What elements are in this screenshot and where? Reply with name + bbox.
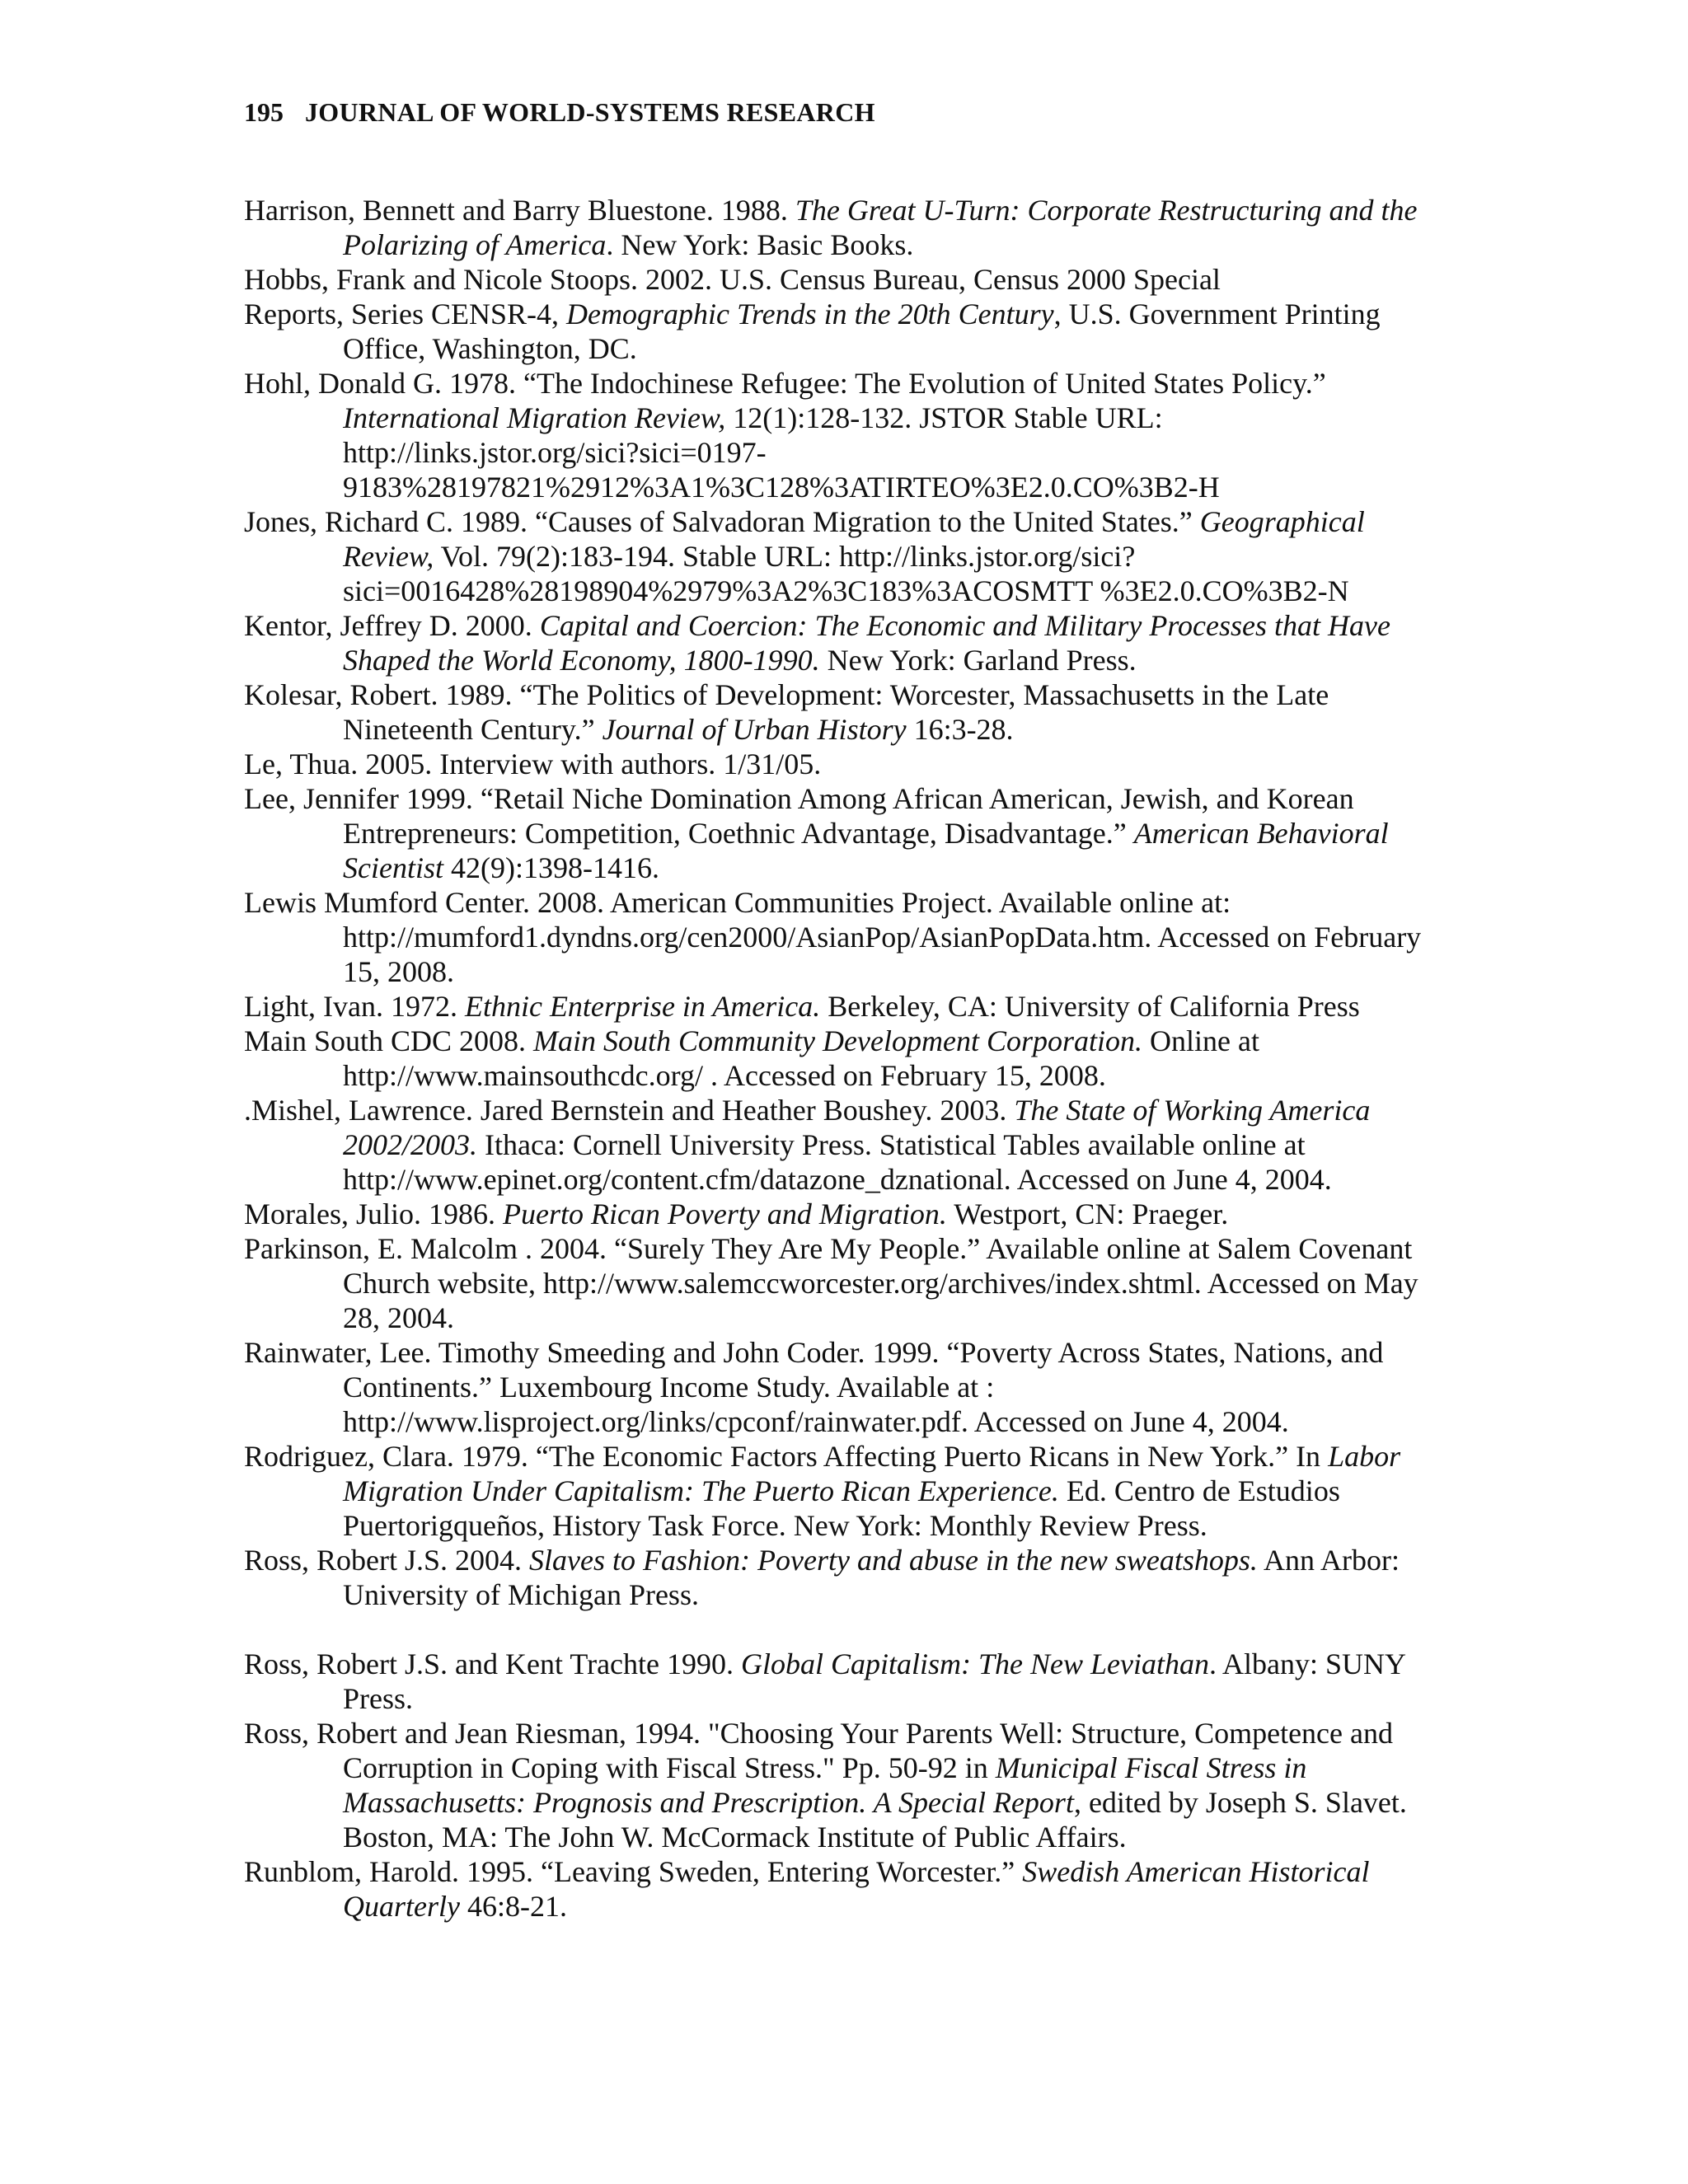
reference-title-italic: Municipal Fiscal Stress in Massachusetts: Prognosis and Prescription. A Special Report	[343, 1751, 1307, 1819]
reference-text: Ann Arbor: University of Michigan Press.	[343, 1544, 1400, 1611]
reference-list	[244, 193, 1439, 1924]
reference-text: 46:8-21.	[459, 1890, 567, 1923]
reference-text: New York: Garland Press.	[819, 644, 1137, 677]
reference-entry	[244, 1439, 1439, 1543]
reference-text: Ross, Robert and Jean Riesman, 1994. "Choosing Your Parents Well: Structure, Competence and Corruption in Coping with Fiscal Stress." Pp. 50-92 in	[244, 1717, 1393, 1784]
reference-text: Online at http://www.mainsouthcdc.org/ . Accessed on February 15, 2008.	[343, 1024, 1259, 1092]
reference-title-italic: Demographic Trends in the 20th Century	[566, 298, 1054, 330]
page-header	[244, 97, 875, 128]
reference-text: , U.S. Government Printing Office, Washington, DC.	[343, 298, 1381, 365]
reference-title-italic: Global Capitalism: The New Leviathan	[741, 1647, 1210, 1680]
reference-title-italic: Ethnic Enterprise in America.	[464, 990, 821, 1023]
reference-entry	[244, 1024, 1439, 1093]
reference-text: Ed. Centro de Estudios Puertorigqueños, History Task Force. New York: Monthly Review Press.	[343, 1474, 1340, 1542]
reference-text: Morales, Julio. 1986.	[244, 1197, 503, 1230]
reference-title-italic: Swedish American Historical Quarterly	[343, 1855, 1370, 1923]
reference-text: Berkeley, CA: University of California Press	[820, 990, 1360, 1023]
reference-title-italic: Slaves to Fashion: Poverty and abuse in the new sweatshops.	[529, 1544, 1258, 1577]
page-number: 195	[244, 97, 284, 127]
reference-text: Le, Thua. 2005. Interview with authors. 1/31/05.	[244, 748, 822, 780]
reference-entry	[244, 1335, 1439, 1439]
reference-text: . Albany: SUNY Press.	[343, 1647, 1405, 1715]
reference-title-italic: Puerto Rican Poverty and Migration.	[502, 1197, 947, 1230]
reference-entry	[244, 193, 1439, 262]
reference-text: Ross, Robert J.S. 2004.	[244, 1544, 530, 1577]
reference-title-italic: The State of Working America 2002/2003.	[343, 1094, 1371, 1161]
reference-text: Hobbs, Frank and Nicole Stoops. 2002. U.S. Census Bureau, Census 2000 Special	[244, 263, 1221, 296]
reference-text: Harrison, Bennett and Barry Bluestone. 1988.	[244, 194, 795, 227]
reference-text: Lee, Jennifer 1999. “Retail Niche Domination Among African American, Jewish, and Korean Entrepreneurs: Competition, Coethnic Advantage, Disadvantage.”	[244, 782, 1354, 850]
reference-text: Light, Ivan. 1972.	[244, 990, 465, 1023]
reference-entry	[244, 677, 1439, 747]
reference-title-italic: International Migration Review,	[343, 401, 726, 434]
reference-entry	[244, 608, 1439, 677]
reference-entry	[244, 1197, 1439, 1231]
reference-title-italic: Journal of Urban History	[602, 713, 907, 746]
reference-title-italic: Geographical Review,	[343, 505, 1365, 573]
reference-text: Runblom, Harold. 1995. “Leaving Sweden, Entering Worcester.”	[244, 1855, 1023, 1888]
reference-entry	[244, 504, 1439, 608]
reference-text: Kentor, Jeffrey D. 2000.	[244, 609, 540, 642]
reference-text: Hohl, Donald G. 1978. “The Indochinese Refugee: The Evolution of United States Policy.”	[244, 367, 1326, 400]
reference-text: , edited by Joseph S. Slavet. Boston, MA: The John W. McCormack Institute of Public Affairs.	[343, 1786, 1407, 1854]
reference-entry	[244, 1543, 1439, 1612]
reference-entry	[244, 885, 1439, 989]
reference-entry	[244, 1647, 1439, 1716]
reference-text: 42(9):1398-1416.	[443, 851, 659, 884]
reference-text: Vol. 79(2):183-194. Stable URL: http://links.jstor.org/sici?sici=0016428%28198904%2979%3A2%3C183%3ACOSMTT %3E2.0.CO%3B2-N	[343, 540, 1349, 607]
reference-title-italic: American Behavioral Scientist	[343, 817, 1389, 884]
reference-text: Jones, Richard C. 1989. “Causes of Salvadoran Migration to the United States.”	[244, 505, 1200, 538]
journal-title: JOURNAL OF WORLD-SYSTEMS RESEARCH	[305, 97, 875, 127]
reference-entry	[244, 989, 1439, 1024]
reference-text: Ross, Robert J.S. and Kent Trachte 1990.	[244, 1647, 741, 1680]
reference-title-italic: Labor Migration Under Capitalism: The Puerto Rican Experience.	[343, 1440, 1401, 1507]
reference-text: Main South CDC 2008.	[244, 1024, 534, 1057]
reference-text: Ithaca: Cornell University Press. Statistical Tables available online at http://www.epinet.org/content.cfm/datazone_dznational. Accessed on June 4, 2004.	[343, 1128, 1332, 1196]
reference-text: Kolesar, Robert. 1989. “The Politics of Development: Worcester, Massachusetts in the Late Nineteenth Century.”	[244, 678, 1329, 746]
reference-title-italic: Capital and Coercion: The Economic and Military Processes that Have Shaped the World Economy, 1800-1990.	[343, 609, 1390, 677]
reference-entry	[244, 366, 1439, 504]
reference-entry	[244, 781, 1439, 885]
reference-text: 12(1):128-132. JSTOR Stable URL: http://links.jstor.org/sici?sici=0197- 9183%28197821%2912%3A1%3C128%3ATIRTEO%3E2.0.CO%3B2-H	[343, 401, 1220, 504]
reference-entry	[244, 1093, 1439, 1197]
reference-entry	[244, 1716, 1439, 1854]
reference-text: .Mishel, Lawrence. Jared Bernstein and Heather Boushey. 2003.	[244, 1094, 1015, 1127]
reference-text: Reports, Series CENSR-4,	[244, 298, 566, 330]
reference-entry	[244, 747, 1439, 781]
reference-text: Rainwater, Lee. Timothy Smeeding and John Coder. 1999. “Poverty Across States, Nations, and Continents.” Luxembourg Income Study. Available at : http://www.lisproject.org/links/cpconf/rainwater.pdf. Accessed on June 4, 2004.	[244, 1336, 1384, 1438]
reference-text: Lewis Mumford Center. 2008. American Communities Project. Available online at: http://mumford1.dyndns.org/cen2000/AsianPop/AsianPopData.htm. Accessed on February 15, 2008.	[244, 886, 1422, 988]
reference-entry	[244, 297, 1439, 366]
reference-entry	[244, 1854, 1439, 1924]
reference-text: Westport, CN: Praeger.	[946, 1197, 1229, 1230]
reference-entry	[244, 1231, 1439, 1335]
reference-title-italic: Main South Community Development Corporation.	[533, 1024, 1142, 1057]
reference-text: Parkinson, E. Malcolm . 2004. “Surely They Are My People.” Available online at Salem Covenant Church website, http://www.salemccworcester.org/archives/index.shtml. Accessed on May 28, 2004.	[244, 1232, 1418, 1334]
reference-entry	[244, 262, 1439, 297]
reference-title-italic: The Great U-Turn: Corporate Restructuring and the Polarizing of America	[343, 194, 1418, 261]
reference-text: . New York: Basic Books.	[606, 228, 914, 261]
reference-text: 16:3-28.	[906, 713, 1014, 746]
reference-text: Rodriguez, Clara. 1979. “The Economic Factors Affecting Puerto Ricans in New York.” In	[244, 1440, 1329, 1473]
